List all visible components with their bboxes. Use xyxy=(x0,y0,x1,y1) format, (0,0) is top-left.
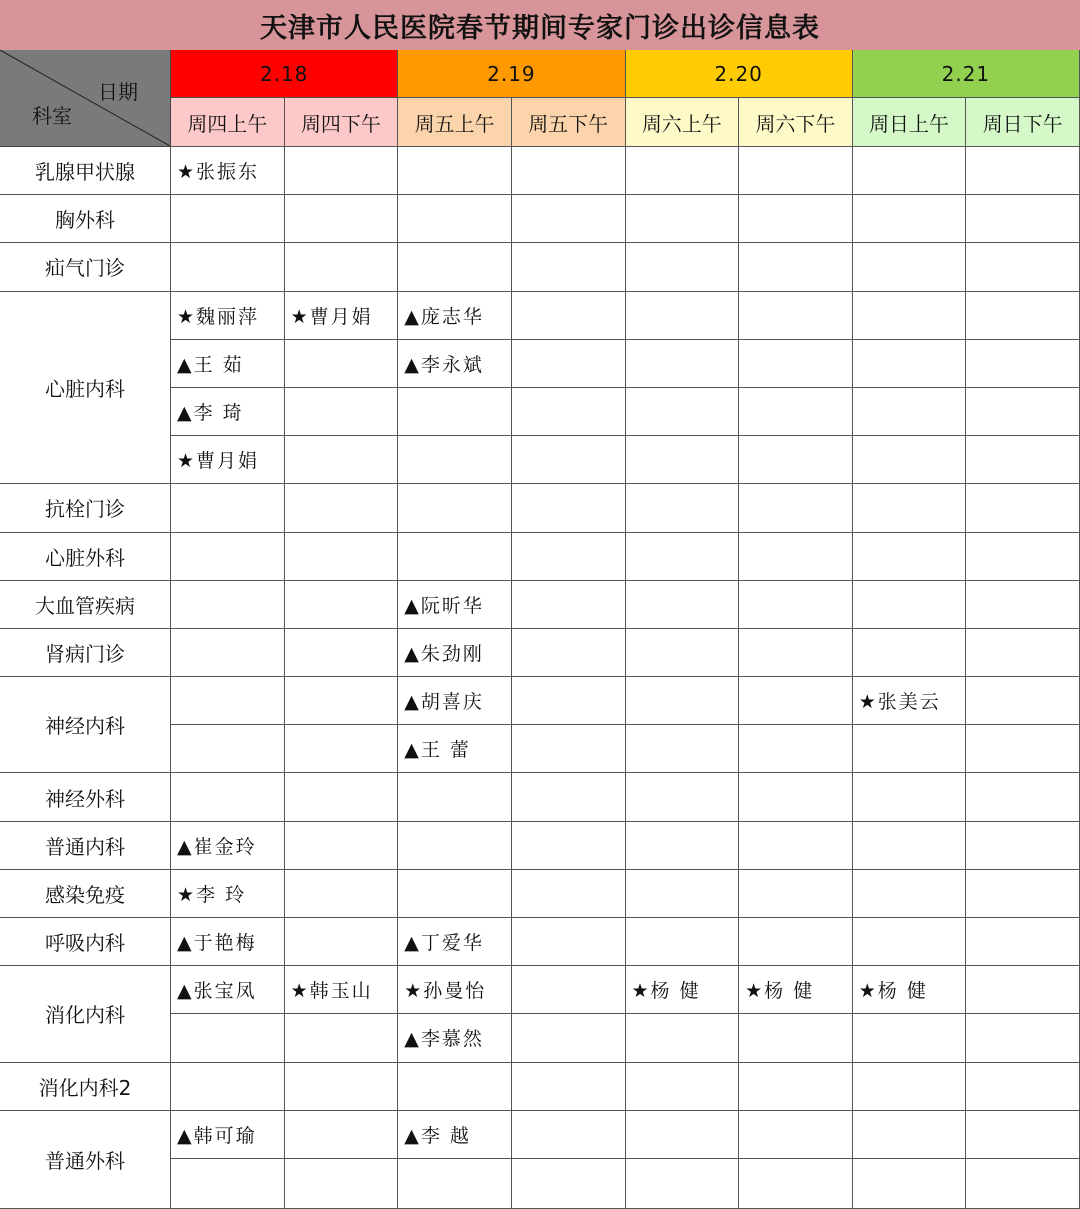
department-name: 神经外科 xyxy=(0,773,171,821)
empty-slot xyxy=(512,484,626,532)
empty-slot xyxy=(398,1063,512,1111)
doctor-entry: ★魏丽萍 xyxy=(171,292,285,340)
empty-slot xyxy=(853,147,967,195)
empty-slot xyxy=(966,388,1080,436)
empty-slot xyxy=(739,773,853,821)
empty-slot xyxy=(171,581,285,629)
empty-slot xyxy=(739,677,853,725)
empty-slot xyxy=(626,822,740,870)
empty-slot xyxy=(853,195,967,243)
empty-slot xyxy=(626,484,740,532)
empty-slot xyxy=(739,292,853,340)
empty-slot xyxy=(626,629,740,677)
empty-slot xyxy=(966,340,1080,388)
doctor-entry: ▲崔金玲 xyxy=(171,822,285,870)
period-header: 周六下午 xyxy=(739,98,853,147)
department-name: 乳腺甲状腺 xyxy=(0,147,171,195)
empty-slot xyxy=(626,1111,740,1159)
empty-slot xyxy=(853,243,967,291)
empty-slot xyxy=(171,533,285,581)
doctor-entry: ▲李 琦 xyxy=(171,388,285,436)
department-name: 普通外科 xyxy=(0,1111,171,1209)
doctor-entry: ▲张宝凤 xyxy=(171,966,285,1014)
empty-slot xyxy=(171,677,285,725)
date-header: 2.21 xyxy=(853,50,1080,98)
empty-slot xyxy=(853,1159,967,1209)
corner-header xyxy=(0,50,171,147)
doctor-entry: ★杨 健 xyxy=(853,966,967,1014)
empty-slot xyxy=(398,195,512,243)
empty-slot xyxy=(626,147,740,195)
empty-slot xyxy=(626,195,740,243)
empty-slot xyxy=(853,1111,967,1159)
empty-slot xyxy=(171,243,285,291)
empty-slot xyxy=(966,725,1080,773)
empty-slot xyxy=(171,484,285,532)
empty-slot xyxy=(285,1063,399,1111)
empty-slot xyxy=(626,340,740,388)
doctor-entry: ▲韩可瑜 xyxy=(171,1111,285,1159)
department-name: 神经内科 xyxy=(0,677,171,773)
empty-slot xyxy=(285,629,399,677)
empty-slot xyxy=(285,243,399,291)
date-header-label: 日期 xyxy=(98,80,138,104)
page-title: 天津市人民医院春节期间专家门诊出诊信息表 xyxy=(0,0,1080,51)
department-name: 消化内科2 xyxy=(0,1063,171,1111)
empty-slot xyxy=(739,533,853,581)
department-name: 呼吸内科 xyxy=(0,918,171,966)
empty-slot xyxy=(626,533,740,581)
empty-slot xyxy=(739,147,853,195)
empty-slot xyxy=(626,677,740,725)
empty-slot xyxy=(966,677,1080,725)
empty-slot xyxy=(739,1111,853,1159)
empty-slot xyxy=(966,147,1080,195)
doctor-entry: ★李 玲 xyxy=(171,870,285,918)
empty-slot xyxy=(739,1014,853,1062)
empty-slot xyxy=(171,629,285,677)
empty-slot xyxy=(512,870,626,918)
empty-slot xyxy=(512,773,626,821)
department-name: 抗栓门诊 xyxy=(0,484,171,532)
department-name: 大血管疾病 xyxy=(0,581,171,629)
doctor-entry: ★韩玉山 xyxy=(285,966,399,1014)
empty-slot xyxy=(853,292,967,340)
empty-slot xyxy=(966,966,1080,1014)
empty-slot xyxy=(626,918,740,966)
empty-slot xyxy=(853,918,967,966)
schedule-table xyxy=(0,50,1080,1209)
empty-slot xyxy=(966,581,1080,629)
empty-slot xyxy=(626,870,740,918)
empty-slot xyxy=(739,340,853,388)
empty-slot xyxy=(966,533,1080,581)
diagonal-divider xyxy=(0,50,170,146)
doctor-entry: ★杨 健 xyxy=(626,966,740,1014)
period-header: 周四下午 xyxy=(285,98,399,147)
empty-slot xyxy=(512,243,626,291)
empty-slot xyxy=(512,147,626,195)
empty-slot xyxy=(853,484,967,532)
doctor-entry: ▲王 茹 xyxy=(171,340,285,388)
empty-slot xyxy=(398,436,512,484)
empty-slot xyxy=(626,1014,740,1062)
empty-slot xyxy=(626,725,740,773)
empty-slot xyxy=(853,581,967,629)
department-name: 心脏外科 xyxy=(0,533,171,581)
empty-slot xyxy=(398,243,512,291)
empty-slot xyxy=(512,340,626,388)
empty-slot xyxy=(739,725,853,773)
empty-slot xyxy=(739,822,853,870)
empty-slot xyxy=(626,292,740,340)
empty-slot xyxy=(626,243,740,291)
doctor-entry: ▲朱劲刚 xyxy=(398,629,512,677)
department-name: 肾病门诊 xyxy=(0,629,171,677)
period-header: 周五上午 xyxy=(398,98,512,147)
empty-slot xyxy=(171,1014,285,1062)
empty-slot xyxy=(512,581,626,629)
department-name: 胸外科 xyxy=(0,195,171,243)
empty-slot xyxy=(285,773,399,821)
doctor-entry: ▲李慕然 xyxy=(398,1014,512,1062)
empty-slot xyxy=(285,725,399,773)
empty-slot xyxy=(285,677,399,725)
empty-slot xyxy=(626,1159,740,1209)
empty-slot xyxy=(853,822,967,870)
empty-slot xyxy=(512,1159,626,1209)
empty-slot xyxy=(285,581,399,629)
empty-slot xyxy=(853,725,967,773)
empty-slot xyxy=(966,629,1080,677)
empty-slot xyxy=(853,533,967,581)
empty-slot xyxy=(966,484,1080,532)
empty-slot xyxy=(398,822,512,870)
period-header: 周日下午 xyxy=(966,98,1080,147)
doctor-entry: ▲庞志华 xyxy=(398,292,512,340)
dept-header-label: 科室 xyxy=(32,104,72,128)
empty-slot xyxy=(512,195,626,243)
empty-slot xyxy=(966,195,1080,243)
empty-slot xyxy=(626,436,740,484)
doctor-entry: ▲胡喜庆 xyxy=(398,677,512,725)
empty-slot xyxy=(512,822,626,870)
empty-slot xyxy=(285,147,399,195)
date-header: 2.20 xyxy=(626,50,853,98)
empty-slot xyxy=(966,292,1080,340)
empty-slot xyxy=(512,533,626,581)
doctor-entry: ★曹月娟 xyxy=(285,292,399,340)
empty-slot xyxy=(853,340,967,388)
empty-slot xyxy=(398,1159,512,1209)
empty-slot xyxy=(512,292,626,340)
empty-slot xyxy=(739,436,853,484)
empty-slot xyxy=(739,388,853,436)
empty-slot xyxy=(285,918,399,966)
empty-slot xyxy=(512,725,626,773)
department-name: 感染免疫 xyxy=(0,870,171,918)
empty-slot xyxy=(512,629,626,677)
empty-slot xyxy=(739,629,853,677)
department-name: 心脏内科 xyxy=(0,292,171,485)
empty-slot xyxy=(285,484,399,532)
department-name: 疝气门诊 xyxy=(0,243,171,291)
date-header: 2.18 xyxy=(171,50,398,98)
empty-slot xyxy=(285,195,399,243)
empty-slot xyxy=(739,870,853,918)
empty-slot xyxy=(853,870,967,918)
empty-slot xyxy=(512,1111,626,1159)
empty-slot xyxy=(853,773,967,821)
doctor-entry: ▲于艳梅 xyxy=(171,918,285,966)
empty-slot xyxy=(512,966,626,1014)
empty-slot xyxy=(285,388,399,436)
period-header: 周五下午 xyxy=(512,98,626,147)
doctor-entry: ★孙曼怡 xyxy=(398,966,512,1014)
empty-slot xyxy=(966,870,1080,918)
empty-slot xyxy=(398,484,512,532)
department-name: 普通内科 xyxy=(0,822,171,870)
period-header: 周四上午 xyxy=(171,98,285,147)
empty-slot xyxy=(739,1159,853,1209)
empty-slot xyxy=(739,195,853,243)
empty-slot xyxy=(626,773,740,821)
date-header: 2.19 xyxy=(398,50,625,98)
empty-slot xyxy=(171,1063,285,1111)
doctor-entry: ▲丁爱华 xyxy=(398,918,512,966)
empty-slot xyxy=(512,1014,626,1062)
empty-slot xyxy=(398,147,512,195)
empty-slot xyxy=(285,533,399,581)
empty-slot xyxy=(966,918,1080,966)
empty-slot xyxy=(966,1159,1080,1209)
empty-slot xyxy=(398,533,512,581)
empty-slot xyxy=(739,1063,853,1111)
empty-slot xyxy=(853,629,967,677)
empty-slot xyxy=(512,1063,626,1111)
empty-slot xyxy=(853,388,967,436)
empty-slot xyxy=(739,581,853,629)
empty-slot xyxy=(853,1063,967,1111)
empty-slot xyxy=(626,388,740,436)
empty-slot xyxy=(966,773,1080,821)
empty-slot xyxy=(171,773,285,821)
empty-slot xyxy=(285,1014,399,1062)
empty-slot xyxy=(398,870,512,918)
doctor-entry: ▲阮昕华 xyxy=(398,581,512,629)
empty-slot xyxy=(853,1014,967,1062)
empty-slot xyxy=(626,1063,740,1111)
empty-slot xyxy=(966,822,1080,870)
empty-slot xyxy=(285,822,399,870)
empty-slot xyxy=(739,243,853,291)
empty-slot xyxy=(966,243,1080,291)
empty-slot xyxy=(512,918,626,966)
empty-slot xyxy=(512,436,626,484)
empty-slot xyxy=(966,1014,1080,1062)
empty-slot xyxy=(285,340,399,388)
empty-slot xyxy=(966,1111,1080,1159)
doctor-entry: ▲李永斌 xyxy=(398,340,512,388)
period-header: 周六上午 xyxy=(626,98,740,147)
department-name: 消化内科 xyxy=(0,966,171,1062)
empty-slot xyxy=(626,581,740,629)
empty-slot xyxy=(285,1159,399,1209)
empty-slot xyxy=(853,436,967,484)
doctor-entry: ▲李 越 xyxy=(398,1111,512,1159)
empty-slot xyxy=(171,725,285,773)
empty-slot xyxy=(285,870,399,918)
empty-slot xyxy=(285,1111,399,1159)
empty-slot xyxy=(398,773,512,821)
empty-slot xyxy=(739,918,853,966)
empty-slot xyxy=(398,388,512,436)
empty-slot xyxy=(512,388,626,436)
empty-slot xyxy=(512,677,626,725)
doctor-entry: ★张振东 xyxy=(171,147,285,195)
empty-slot xyxy=(966,436,1080,484)
doctor-entry: ★张美云 xyxy=(853,677,967,725)
empty-slot xyxy=(966,1063,1080,1111)
period-header: 周日上午 xyxy=(853,98,967,147)
empty-slot xyxy=(171,1159,285,1209)
doctor-entry: ★曹月娟 xyxy=(171,436,285,484)
empty-slot xyxy=(285,436,399,484)
doctor-entry: ★杨 健 xyxy=(739,966,853,1014)
empty-slot xyxy=(739,484,853,532)
doctor-entry: ▲王 蕾 xyxy=(398,725,512,773)
empty-slot xyxy=(171,195,285,243)
